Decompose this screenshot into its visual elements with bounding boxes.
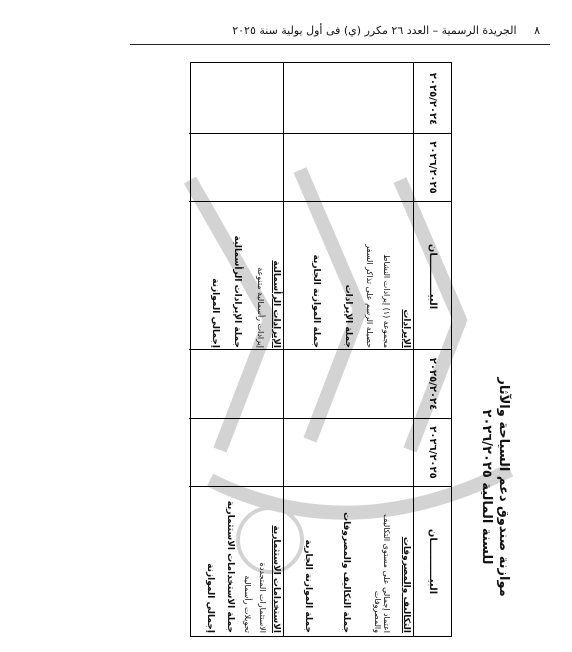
budget-title: موازنة صندوق دعم السياحة والآثار bbox=[496, 377, 511, 597]
desc-cell bbox=[189, 486, 283, 636]
grand-total: إجمالي الموازنة bbox=[205, 563, 215, 633]
col-header-y2: ٢٠٢٥/٢٠٢٤ bbox=[427, 72, 438, 126]
page-number: ٨ bbox=[534, 24, 540, 37]
desc-cell bbox=[189, 201, 283, 351]
budget-table bbox=[190, 62, 452, 637]
desc-cell bbox=[284, 201, 413, 351]
value-cell bbox=[284, 133, 413, 201]
header-rule bbox=[130, 44, 550, 45]
value-cell bbox=[284, 65, 413, 133]
section-title: الإيرادات الرأسمالية bbox=[271, 260, 281, 348]
value-cell bbox=[189, 350, 283, 418]
section-title: الإيرادات bbox=[401, 309, 411, 348]
section-total: جملة التكاليف والمصروفات bbox=[341, 512, 351, 633]
col-header-desc: البيـــــــــــان bbox=[414, 201, 451, 351]
current-total: جملة الموازنة الجارية bbox=[311, 254, 321, 348]
section-title: التكاليف والمصروفات bbox=[401, 536, 411, 633]
table-row bbox=[189, 350, 283, 636]
table-header-row bbox=[413, 63, 451, 351]
value-cell bbox=[189, 133, 283, 201]
grand-total: إجمالي الموازنة bbox=[210, 278, 220, 348]
list-item: اعتماد إجمالي على مستوى التكاليف والمصروفات bbox=[373, 514, 391, 633]
list-item: الاستثمارات المتجددة bbox=[258, 562, 267, 633]
list-item: مجموعة (١) إيرادات النشاط bbox=[382, 254, 391, 348]
header-text: الجريدة الرسمية – العدد ٢٦ مكرر (ي) فى أول يولية سنة ٢٠٢٥ bbox=[232, 24, 517, 37]
value-cell bbox=[189, 418, 283, 486]
table-row bbox=[189, 63, 283, 351]
desc-cell bbox=[284, 486, 413, 636]
budget-title-block bbox=[478, 337, 512, 637]
list-item: إيرادات رأسمالية متنوعة bbox=[256, 267, 265, 348]
value-cell bbox=[284, 350, 413, 418]
value-cell bbox=[284, 418, 413, 486]
value-cell bbox=[189, 65, 283, 133]
budget-subtitle: للسنة المالية ٢٠٢٦/٢٠٢٥ bbox=[479, 409, 494, 565]
section-total: جملة الاستخدامات الاستثمارية bbox=[225, 500, 235, 633]
section-title: الاستخدامات الاستثمارية bbox=[271, 525, 281, 633]
list-item: حصيلة الرسم على تذاكر السفر bbox=[365, 244, 374, 348]
current-total: جملة الموازنة الجارية bbox=[303, 539, 313, 633]
section-total: جملة الإيرادات الرأسمالية bbox=[232, 235, 242, 348]
rotated-budget-table bbox=[190, 62, 511, 637]
col-header-y1: ٢٠٢٦/٢٠٢٥ bbox=[414, 418, 451, 486]
table-row bbox=[283, 350, 413, 636]
expenses-table bbox=[189, 349, 451, 636]
col-header-desc: البيـــــــــــان bbox=[414, 486, 451, 636]
revenues-table bbox=[189, 63, 451, 351]
col-header-y2: ٢٠٢٥/٢٠٢٤ bbox=[427, 357, 438, 411]
col-header-y1: ٢٠٢٦/٢٠٢٥ bbox=[414, 133, 451, 201]
table-row bbox=[283, 63, 413, 351]
page-header bbox=[140, 24, 540, 37]
list-item: تحويلات رأسمالية bbox=[243, 575, 252, 633]
section-total: جملة الإيرادات bbox=[343, 284, 353, 348]
table-header-row bbox=[413, 350, 451, 636]
